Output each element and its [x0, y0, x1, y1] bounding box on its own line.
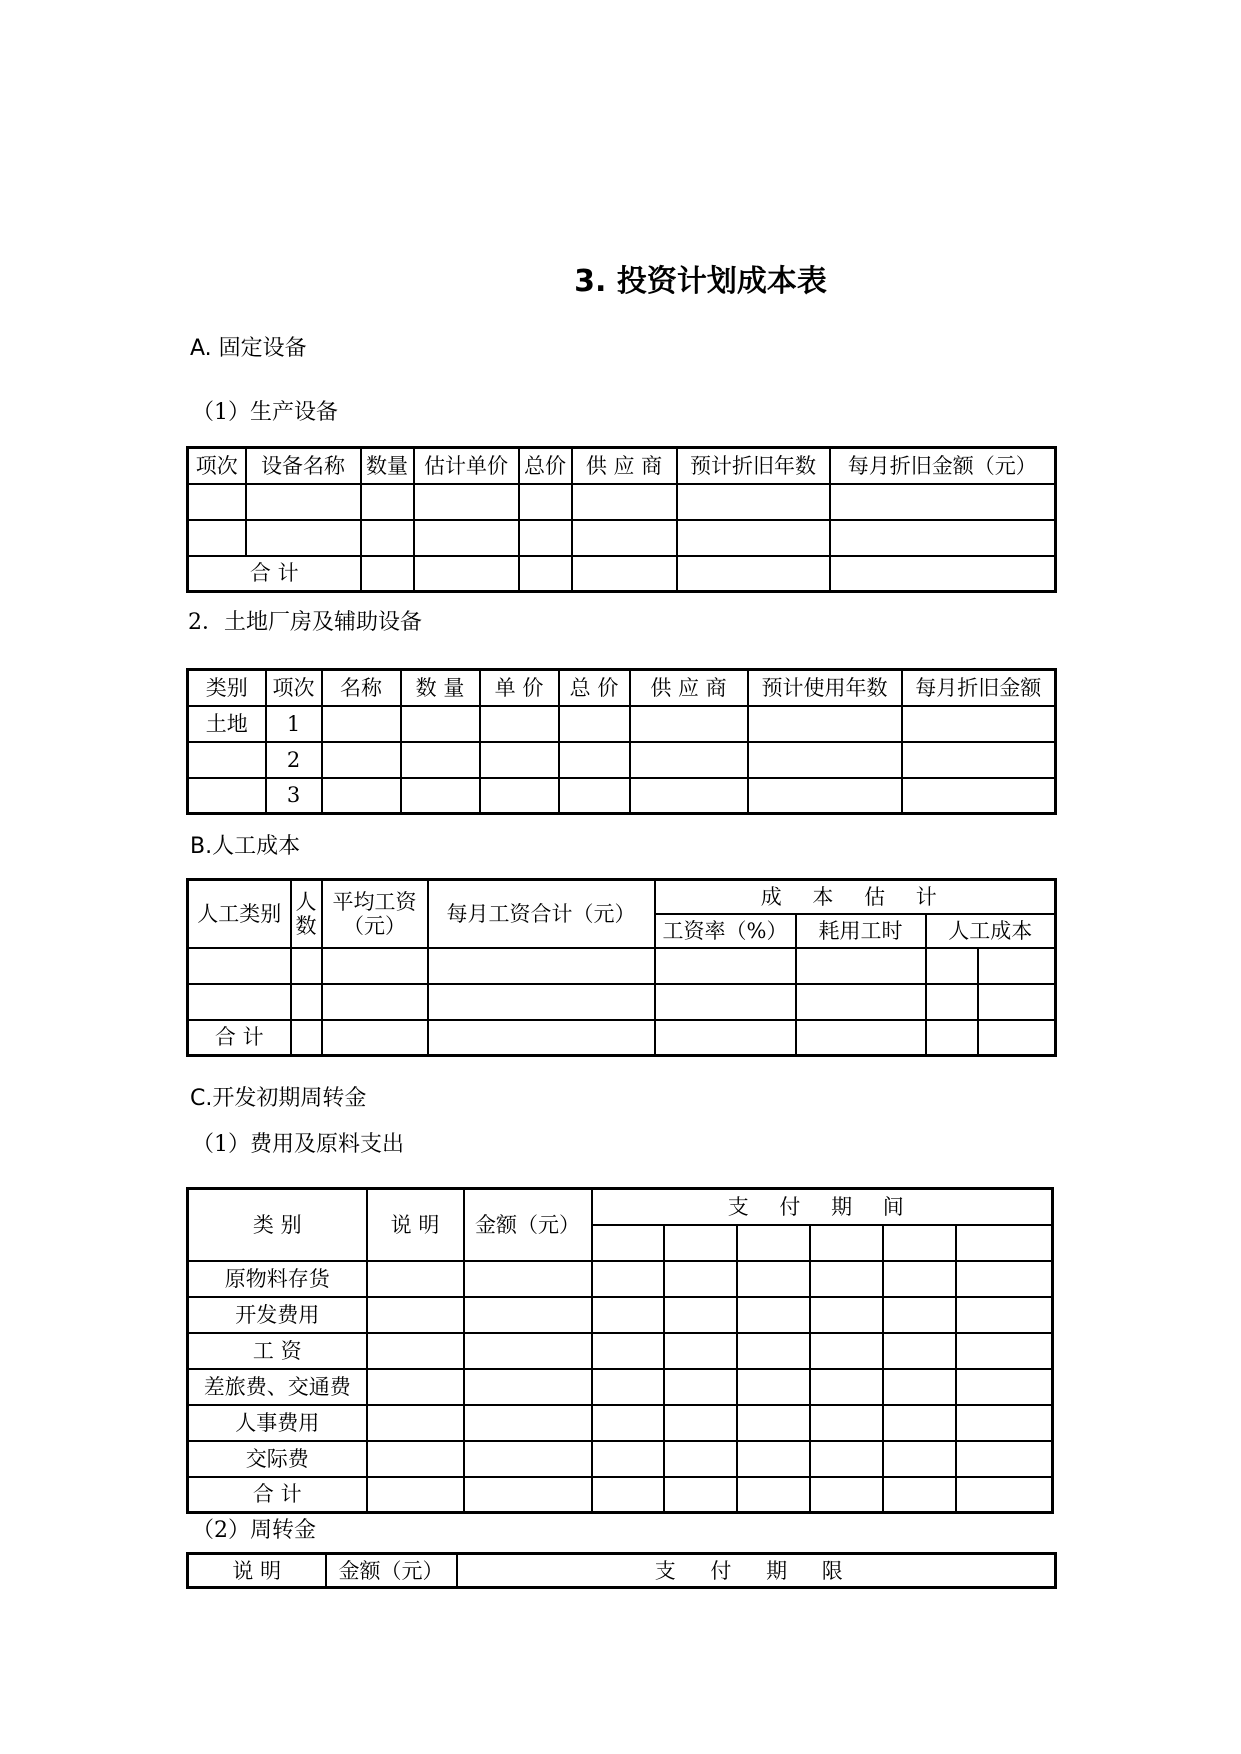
table-cell[interactable] — [810, 1405, 883, 1441]
item-number: 3 — [266, 778, 322, 814]
section-a1-heading: （1）生产设备 — [192, 400, 338, 425]
table-cell[interactable] — [464, 1477, 592, 1513]
header-cell: 金额（元） — [464, 1189, 592, 1261]
table-cell[interactable] — [361, 556, 414, 592]
table-cell[interactable] — [367, 1333, 464, 1369]
row-label: 差旅费、交通费 — [188, 1369, 367, 1405]
table-cell[interactable] — [655, 948, 796, 984]
table-cell[interactable] — [737, 1297, 810, 1333]
table-cell[interactable] — [401, 742, 480, 778]
table-cell[interactable] — [414, 556, 519, 592]
table-cell[interactable] — [630, 706, 748, 742]
table-cell[interactable] — [737, 1261, 810, 1297]
table-cell[interactable] — [902, 742, 1056, 778]
total-label: 合 计 — [188, 1477, 367, 1513]
row-label: 人事费用 — [188, 1405, 367, 1441]
table-cell[interactable] — [367, 1261, 464, 1297]
table-cell[interactable] — [592, 1441, 664, 1477]
table-header-row — [188, 1554, 1056, 1588]
table-cell[interactable] — [572, 484, 677, 520]
table-cell[interactable] — [322, 742, 401, 778]
table-cell[interactable] — [559, 778, 630, 814]
table-header-row — [188, 1189, 1053, 1225]
table-row — [188, 1261, 1053, 1297]
table-row — [188, 484, 1056, 520]
table-cell[interactable] — [519, 520, 572, 556]
page-title: 3. 投资计划成本表 — [574, 264, 827, 299]
row-label: 工 资 — [188, 1333, 367, 1369]
table-cell[interactable] — [664, 1261, 737, 1297]
table-cell[interactable] — [810, 1369, 883, 1405]
table-cell[interactable] — [414, 484, 519, 520]
table-cell[interactable] — [830, 484, 1056, 520]
table-cell[interactable] — [748, 778, 902, 814]
table-cell[interactable] — [322, 1020, 428, 1056]
table-cell[interactable] — [883, 1369, 956, 1405]
header-cell: 人数 — [291, 880, 322, 948]
header-cell: 每月折旧金额（元） — [830, 448, 1056, 484]
table-cell[interactable] — [428, 1020, 655, 1056]
table-cell[interactable] — [655, 984, 796, 1020]
working-capital-table — [186, 1552, 1057, 1589]
section-b-heading: B.人工成本 — [190, 834, 301, 859]
table-cell[interactable] — [480, 706, 559, 742]
section-a2-heading: 2．土地厂房及辅助设备 — [188, 610, 422, 635]
header-cell: 说 明 — [367, 1189, 464, 1261]
table-cell[interactable] — [830, 520, 1056, 556]
section-c1-heading: （1）费用及原料支出 — [192, 1132, 404, 1157]
table-cell[interactable] — [361, 484, 414, 520]
table-cell[interactable] — [414, 520, 519, 556]
table-cell[interactable] — [188, 520, 246, 556]
table-header-row — [188, 670, 1056, 706]
table-cell[interactable] — [926, 1020, 978, 1056]
total-label: 合 计 — [188, 1020, 291, 1056]
table-total-row — [188, 1020, 1056, 1056]
header-cell: 平均工资（元） — [322, 880, 428, 948]
table-cell[interactable] — [956, 1369, 1053, 1405]
table-cell[interactable] — [883, 1333, 956, 1369]
table-row — [188, 778, 1056, 814]
table-cell[interactable] — [737, 1441, 810, 1477]
header-cell: 人工成本 — [926, 914, 1056, 948]
table-cell[interactable] — [464, 1441, 592, 1477]
header-cell: 每月折旧金额 — [902, 670, 1056, 706]
table-cell[interactable] — [401, 706, 480, 742]
table-cell[interactable] — [559, 706, 630, 742]
table-cell[interactable] — [592, 1225, 664, 1261]
table-cell[interactable] — [188, 948, 291, 984]
table-cell[interactable] — [401, 778, 480, 814]
table-cell[interactable] — [322, 948, 428, 984]
header-cell: 项次 — [188, 448, 246, 484]
table-cell[interactable] — [322, 984, 428, 1020]
table-cell[interactable] — [592, 1333, 664, 1369]
table-cell[interactable] — [480, 778, 559, 814]
table-cell[interactable] — [956, 1477, 1053, 1513]
item-number: 2 — [266, 742, 322, 778]
item-number: 1 — [266, 706, 322, 742]
table-cell[interactable] — [592, 1477, 664, 1513]
header-cell: 人工类别 — [188, 880, 291, 948]
table-cell[interactable] — [188, 484, 246, 520]
table-cell[interactable] — [464, 1333, 592, 1369]
table-cell[interactable] — [737, 1333, 810, 1369]
table-cell[interactable] — [592, 1297, 664, 1333]
table-row — [188, 1441, 1053, 1477]
table-cell[interactable] — [810, 1333, 883, 1369]
table-row — [188, 1333, 1053, 1369]
header-cell: 供 应 商 — [630, 670, 748, 706]
row-label: 开发费用 — [188, 1297, 367, 1333]
table-cell[interactable] — [592, 1369, 664, 1405]
table-cell[interactable] — [464, 1405, 592, 1441]
header-cell: 每月工资合计（元） — [428, 880, 655, 948]
header-cell: 供 应 商 — [572, 448, 677, 484]
table-cell[interactable] — [810, 1261, 883, 1297]
table-header-row — [188, 448, 1056, 484]
header-cell: 设备名称 — [246, 448, 361, 484]
header-cell: 项次 — [266, 670, 322, 706]
table-cell[interactable] — [956, 1333, 1053, 1369]
table-cell[interactable] — [810, 1441, 883, 1477]
table-cell[interactable] — [592, 1405, 664, 1441]
table-cell[interactable] — [926, 984, 978, 1020]
table-cell[interactable] — [810, 1477, 883, 1513]
table-total-row — [188, 556, 1056, 592]
table-cell[interactable] — [956, 1441, 1053, 1477]
header-cell: 说 明 — [188, 1554, 326, 1588]
table-cell[interactable] — [519, 484, 572, 520]
table-cell[interactable] — [367, 1441, 464, 1477]
table-cell[interactable] — [246, 484, 361, 520]
table-row — [188, 1369, 1053, 1405]
table-cell[interactable] — [677, 520, 830, 556]
table-total-row — [188, 1477, 1053, 1513]
table-cell[interactable] — [737, 1477, 810, 1513]
table-cell[interactable] — [322, 778, 401, 814]
table-cell[interactable] — [978, 948, 1056, 984]
table-cell[interactable] — [664, 1297, 737, 1333]
table-cell[interactable] — [664, 1477, 737, 1513]
table-cell[interactable] — [810, 1225, 883, 1261]
table-cell[interactable] — [830, 556, 1056, 592]
table-cell[interactable] — [883, 1405, 956, 1441]
header-cell: 成 本 估 计 — [655, 880, 1056, 914]
table-cell[interactable] — [630, 742, 748, 778]
table-cell[interactable] — [572, 520, 677, 556]
header-cell: 类别 — [188, 670, 266, 706]
land-facilities-table — [186, 668, 1057, 815]
table-cell[interactable] — [956, 1297, 1053, 1333]
table-cell[interactable] — [519, 556, 572, 592]
expense-table — [186, 1187, 1054, 1514]
table-cell[interactable] — [664, 1333, 737, 1369]
table-cell[interactable] — [926, 948, 978, 984]
table-header-row — [188, 880, 1056, 914]
header-cell: 预计使用年数 — [748, 670, 902, 706]
table-cell[interactable] — [664, 1405, 737, 1441]
table-cell[interactable] — [291, 1020, 322, 1056]
section-a-heading: A. 固定设备 — [190, 336, 307, 361]
table-cell[interactable] — [664, 1369, 737, 1405]
table-cell[interactable] — [956, 1225, 1053, 1261]
table-row — [188, 1297, 1053, 1333]
row-label: 交际费 — [188, 1441, 367, 1477]
table-cell[interactable] — [956, 1261, 1053, 1297]
table-cell[interactable] — [796, 1020, 926, 1056]
header-cell: 总 价 — [559, 670, 630, 706]
table-cell[interactable] — [367, 1477, 464, 1513]
table-cell[interactable] — [664, 1441, 737, 1477]
table-cell[interactable] — [796, 984, 926, 1020]
table-cell[interactable] — [291, 984, 322, 1020]
section-c-heading: C.开发初期周转金 — [190, 1086, 367, 1111]
table-cell[interactable] — [956, 1405, 1053, 1441]
labor-cost-table — [186, 878, 1057, 1057]
table-cell[interactable] — [883, 1297, 956, 1333]
table-cell[interactable] — [322, 706, 401, 742]
table-cell[interactable] — [677, 556, 830, 592]
table-cell[interactable] — [464, 1369, 592, 1405]
table-cell[interactable] — [883, 1477, 956, 1513]
production-equipment-table — [186, 446, 1057, 593]
header-cell: 金额（元） — [326, 1554, 457, 1588]
table-cell[interactable] — [464, 1261, 592, 1297]
table-cell[interactable] — [592, 1261, 664, 1297]
header-cell: 支 付 期 间 — [592, 1189, 1053, 1225]
table-cell[interactable] — [883, 1261, 956, 1297]
table-cell[interactable] — [630, 778, 748, 814]
table-cell[interactable] — [737, 1225, 810, 1261]
table-cell[interactable] — [796, 948, 926, 984]
header-cell: 总价 — [519, 448, 572, 484]
table-cell[interactable] — [677, 484, 830, 520]
table-cell[interactable] — [737, 1369, 810, 1405]
header-cell: 支 付 期 限 — [457, 1554, 1056, 1588]
table-row — [188, 948, 1056, 984]
table-cell[interactable] — [978, 984, 1056, 1020]
table-cell[interactable] — [428, 984, 655, 1020]
header-cell: 估计单价 — [414, 448, 519, 484]
table-cell[interactable] — [559, 742, 630, 778]
row-label: 原物料存货 — [188, 1261, 367, 1297]
header-cell: 工资率（%） — [655, 914, 796, 948]
total-label: 合 计 — [188, 556, 361, 592]
table-cell[interactable] — [367, 1369, 464, 1405]
header-cell: 名称 — [322, 670, 401, 706]
table-cell[interactable] — [367, 1405, 464, 1441]
table-row — [188, 706, 1056, 742]
header-cell: 单 价 — [480, 670, 559, 706]
header-cell: 预计折旧年数 — [677, 448, 830, 484]
table-cell[interactable] — [572, 556, 677, 592]
table-cell[interactable] — [978, 1020, 1056, 1056]
table-cell[interactable] — [361, 520, 414, 556]
table-cell[interactable] — [655, 1020, 796, 1056]
table-cell[interactable] — [737, 1405, 810, 1441]
table-cell[interactable] — [188, 984, 291, 1020]
table-cell[interactable] — [810, 1297, 883, 1333]
table-cell[interactable] — [480, 742, 559, 778]
table-cell[interactable] — [291, 948, 322, 984]
table-cell[interactable] — [883, 1225, 956, 1261]
table-cell[interactable] — [748, 742, 902, 778]
table-cell[interactable] — [246, 520, 361, 556]
table-cell[interactable] — [664, 1225, 737, 1261]
table-cell[interactable] — [428, 948, 655, 984]
category-cell — [188, 778, 266, 814]
table-cell[interactable] — [464, 1297, 592, 1333]
header-cell: 数量 — [361, 448, 414, 484]
table-cell[interactable] — [883, 1441, 956, 1477]
category-cell: 土地 — [188, 706, 266, 742]
table-cell[interactable] — [902, 778, 1056, 814]
table-cell[interactable] — [748, 706, 902, 742]
table-cell[interactable] — [367, 1297, 464, 1333]
table-row — [188, 984, 1056, 1020]
table-row — [188, 1405, 1053, 1441]
header-cell: 类 别 — [188, 1189, 367, 1261]
header-cell: 耗用工时 — [796, 914, 926, 948]
table-row — [188, 742, 1056, 778]
table-cell[interactable] — [902, 706, 1056, 742]
section-c2-heading: （2）周转金 — [192, 1518, 316, 1543]
header-cell: 数 量 — [401, 670, 480, 706]
table-row — [188, 520, 1056, 556]
category-cell — [188, 742, 266, 778]
